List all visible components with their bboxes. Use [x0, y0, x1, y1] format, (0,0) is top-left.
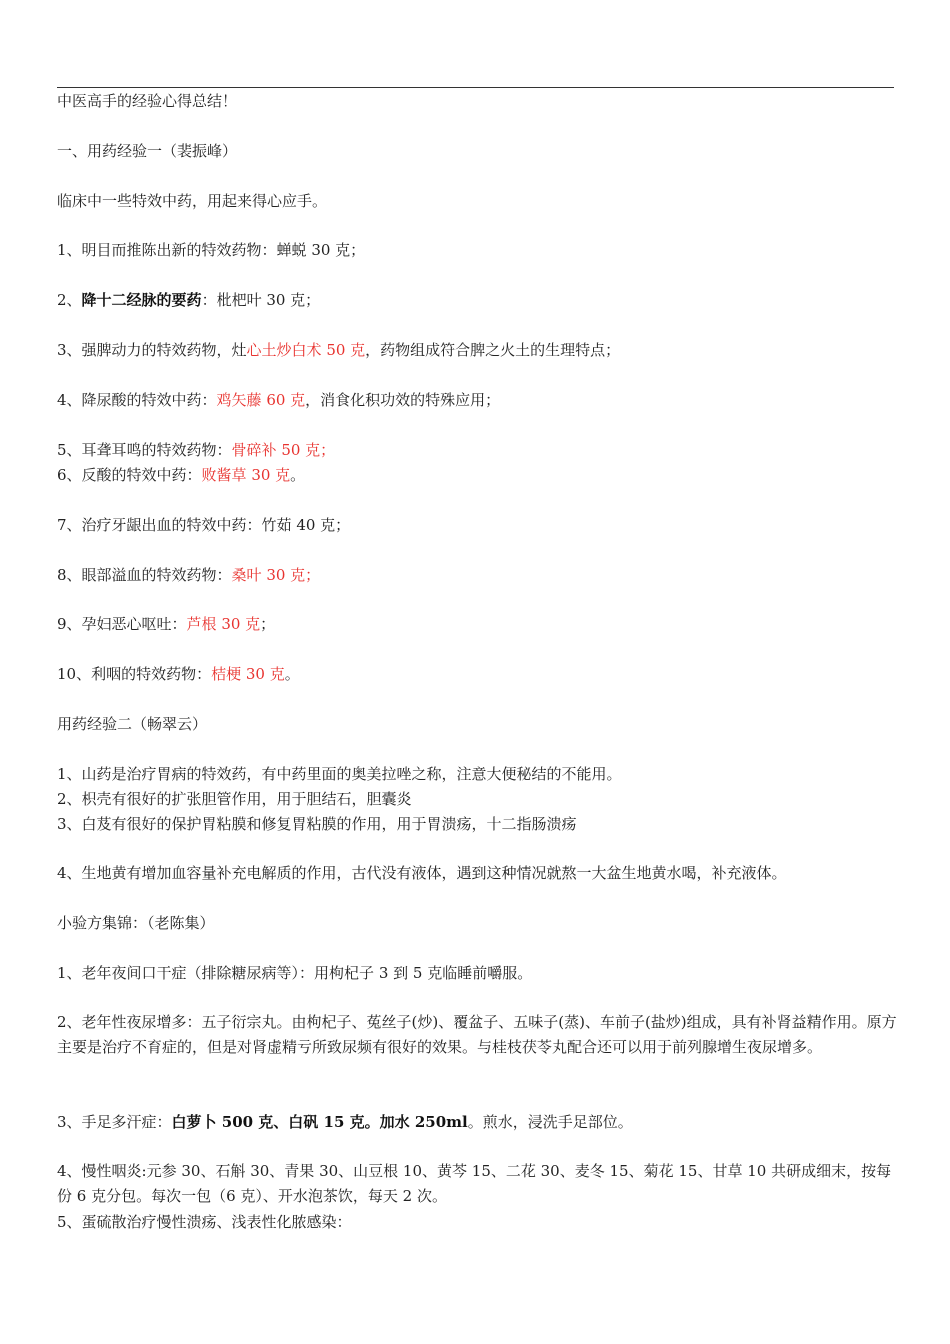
section-heading-3: 小验方集锦：（老陈集）	[57, 914, 215, 932]
item-text: ：枇杷叶 30 克；	[201, 291, 321, 309]
item-text: 10、利咽的特效药物：	[57, 665, 212, 683]
item-text: 6、反酸的特效中药：	[57, 466, 202, 484]
item-text: 3、强脾动力的特效药物，灶	[57, 341, 247, 359]
bold-text: 降十二经脉的要药	[81, 291, 202, 309]
header-rule	[57, 87, 894, 88]
item-text: ，药物组成符合脾之火土的生理特点；	[365, 341, 621, 359]
section-heading-2: 用药经验二（畅翠云）	[57, 715, 208, 733]
list-item	[57, 391, 500, 409]
list-item	[57, 341, 620, 359]
list-item: 7、治疗牙龈出血的特效中药：竹茹 40 克；	[57, 516, 351, 534]
list-item: 1、明目而推陈出新的特效药物：蝉蜕 30 克；	[57, 241, 366, 259]
list-item: 2、枳壳有很好的扩张胆管作用，用于胆结石，胆囊炎	[57, 790, 412, 808]
section-intro: 临床中一些特效中药，用起来得心应手。	[57, 192, 328, 210]
list-item	[57, 1113, 633, 1131]
doc-title: 中医高手的经验心得总结！	[57, 92, 238, 110]
item-text: 。煎水，浸洗手足部位。	[467, 1113, 633, 1131]
highlight-text: 桔梗 30 克	[211, 665, 285, 683]
item-text: 。	[284, 665, 300, 683]
list-item: 2、老年性夜尿增多：五子衍宗丸。由枸杞子、菟丝子(炒)、覆盆子、五味子(蒸)、车前子(盐炒)组成，具有补肾益精作用。原方主要是治疗不育症的，但是对肾虚精亏所致尿频有很好的效果。与桂枝茯苓丸配合还可以用于前列腺增生夜尿增多。	[57, 1013, 897, 1056]
highlight-text: 桑叶 30 克；	[231, 566, 321, 584]
item-text: ；	[260, 615, 276, 633]
highlight-text: 鸡矢藤 60 克	[216, 391, 306, 409]
list-item: 3、白芨有很好的保护胃粘膜和修复胃粘膜的作用，用于胃溃疡，十二指肠溃疡	[57, 815, 577, 833]
list-item	[57, 291, 320, 309]
item-text: 。	[290, 466, 306, 484]
list-item: 4、生地黄有增加血容量补充电解质的作用，古代没有液体，遇到这种情况就熬一大盆生地黄水喝，补充液体。	[57, 864, 787, 882]
list-item: 4、慢性咽炎:元参 30、石斛 30、青果 30、山豆根 10、黄芩 15、二花 30、麦冬 15、菊花 15、甘草 10 共研成细末，按每份 6 克分包。每次一包（6 克）、开水泡茶饮，每天 2 次。	[57, 1162, 892, 1205]
item-text: 4、降尿酸的特效中药：	[57, 391, 217, 409]
list-item	[57, 441, 335, 459]
list-item: 1、山药是治疗胃病的特效药，有中药里面的奥美拉唑之称，注意大便秘结的不能用。	[57, 765, 622, 783]
highlight-text: 芦根 30 克	[186, 615, 261, 633]
highlight-text: 败酱草 30 克	[201, 466, 291, 484]
list-item	[57, 466, 305, 484]
item-text: 5、耳聋耳鸣的特效药物：	[57, 441, 232, 459]
list-item	[57, 665, 300, 683]
item-text: ，消食化积功效的特殊应用；	[305, 391, 501, 409]
list-item	[57, 566, 320, 584]
item-text: 8、眼部溢血的特效药物：	[57, 566, 232, 584]
item-text: 3、手足多汗症：	[57, 1113, 172, 1131]
highlight-text: 心土炒白术 50 克	[246, 341, 366, 359]
list-item: 5、蛋硫散治疗慢性溃疡、浅表性化脓感染：	[57, 1213, 352, 1231]
section-heading-1: 一、用药经验一（裴振峰）	[57, 142, 238, 160]
item-text: 9、孕妇恶心呕吐：	[57, 615, 187, 633]
highlight-text: 骨碎补 50 克；	[231, 441, 336, 459]
list-item: 1、老年夜间口干症（排除糖尿病等）：用枸杞子 3 到 5 克临睡前嚼服。	[57, 964, 533, 982]
bold-text: 白萝卜 500 克、白矾 15 克。加水 250ml	[171, 1113, 468, 1131]
item-number: 2、	[57, 291, 82, 309]
list-item	[57, 615, 275, 633]
